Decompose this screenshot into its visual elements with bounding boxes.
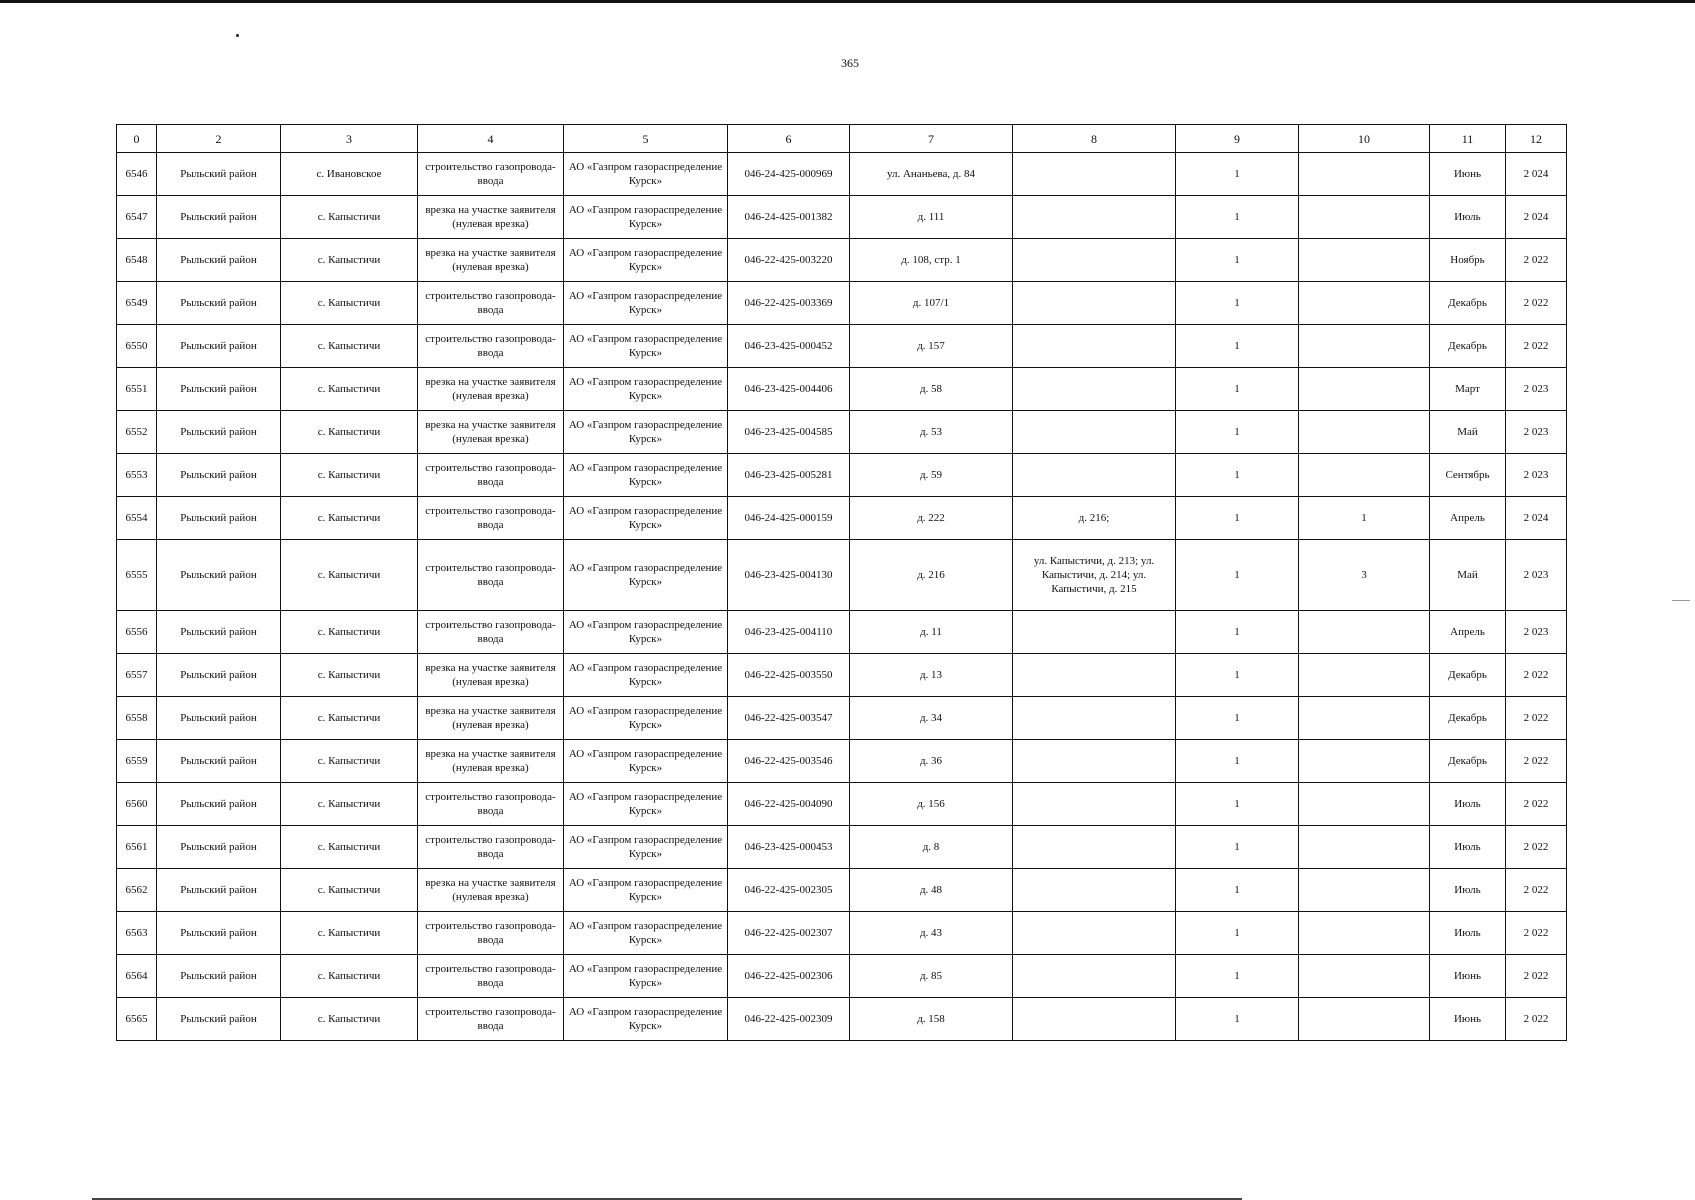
cell-month: Май [1430, 411, 1506, 454]
gasification-table [116, 124, 1567, 1041]
cell-year: 2 022 [1506, 697, 1567, 740]
cell-year: 2 022 [1506, 912, 1567, 955]
cell-organization: АО «Газпром газораспределение Курск» [564, 955, 728, 998]
cell-settlement: с. Капыстичи [281, 325, 418, 368]
cell-count-10 [1299, 368, 1430, 411]
cell-year: 2 022 [1506, 869, 1567, 912]
cell-count-10 [1299, 239, 1430, 282]
cell-count-9: 1 [1176, 869, 1299, 912]
cell-count-10 [1299, 955, 1430, 998]
cell-application-number: 046-23-425-005281 [728, 454, 850, 497]
cell-address: д. 157 [850, 325, 1013, 368]
cell-district: Рыльский район [157, 411, 281, 454]
cell-district: Рыльский район [157, 783, 281, 826]
cell-settlement: с. Ивановское [281, 153, 418, 196]
header-row [117, 125, 1567, 153]
cell-organization: АО «Газпром газораспределение Курск» [564, 196, 728, 239]
table-row [117, 869, 1567, 912]
cell-organization: АО «Газпром газораспределение Курск» [564, 497, 728, 540]
cell-district: Рыльский район [157, 697, 281, 740]
cell-count-9: 1 [1176, 783, 1299, 826]
cell-settlement: с. Капыстичи [281, 239, 418, 282]
cell-application-number: 046-22-425-003546 [728, 740, 850, 783]
cell-organization: АО «Газпром газораспределение Курск» [564, 783, 728, 826]
cell-application-number: 046-23-425-004585 [728, 411, 850, 454]
cell-year: 2 022 [1506, 740, 1567, 783]
cell-address: д. 48 [850, 869, 1013, 912]
cell-address: д. 108, стр. 1 [850, 239, 1013, 282]
cell-application-number: 046-22-425-003369 [728, 282, 850, 325]
cell-district: Рыльский район [157, 998, 281, 1041]
cell-count-9: 1 [1176, 239, 1299, 282]
cell-application-number: 046-23-425-004130 [728, 540, 850, 611]
cell-connected-addresses [1013, 153, 1176, 196]
cell-address: ул. Ананьева, д. 84 [850, 153, 1013, 196]
cell-connected-addresses [1013, 912, 1176, 955]
header-cell-count-10: 10 [1299, 125, 1430, 153]
cell-count-9: 1 [1176, 411, 1299, 454]
cell-month: Сентябрь [1430, 454, 1506, 497]
cell-connected-addresses [1013, 325, 1176, 368]
cell-year: 2 024 [1506, 497, 1567, 540]
cell-work-type: строительство газопровода-ввода [418, 325, 564, 368]
cell-count-10: 1 [1299, 497, 1430, 540]
cell-application-number: 046-22-425-003550 [728, 654, 850, 697]
cell-year: 2 023 [1506, 368, 1567, 411]
cell-count-9: 1 [1176, 196, 1299, 239]
cell-month: Декабрь [1430, 740, 1506, 783]
cell-settlement: с. Капыстичи [281, 196, 418, 239]
cell-count-10 [1299, 454, 1430, 497]
cell-count-10: 3 [1299, 540, 1430, 611]
cell-address: д. 156 [850, 783, 1013, 826]
cell-settlement: с. Капыстичи [281, 497, 418, 540]
cell-settlement: с. Капыстичи [281, 611, 418, 654]
cell-district: Рыльский район [157, 153, 281, 196]
cell-count-9: 1 [1176, 697, 1299, 740]
cell-address: д. 53 [850, 411, 1013, 454]
cell-settlement: с. Капыстичи [281, 826, 418, 869]
table-row [117, 540, 1567, 611]
cell-address: д. 158 [850, 998, 1013, 1041]
cell-count-10 [1299, 869, 1430, 912]
table-row [117, 740, 1567, 783]
cell-connected-addresses: ул. Капыстичи, д. 213; ул. Капыстичи, д. 214; ул. Капыстичи, д. 215 [1013, 540, 1176, 611]
cell-count-9: 1 [1176, 611, 1299, 654]
cell-count-10 [1299, 826, 1430, 869]
cell-address: д. 8 [850, 826, 1013, 869]
table-row [117, 912, 1567, 955]
cell-application-number: 046-24-425-001382 [728, 196, 850, 239]
cell-year: 2 023 [1506, 540, 1567, 611]
cell-connected-addresses [1013, 826, 1176, 869]
cell-row-number: 6548 [117, 239, 157, 282]
cell-address: д. 34 [850, 697, 1013, 740]
cell-year: 2 022 [1506, 783, 1567, 826]
cell-settlement: с. Капыстичи [281, 540, 418, 611]
cell-application-number: 046-22-425-003547 [728, 697, 850, 740]
table-row [117, 153, 1567, 196]
cell-row-number: 6547 [117, 196, 157, 239]
cell-month: Декабрь [1430, 697, 1506, 740]
cell-year: 2 022 [1506, 325, 1567, 368]
cell-count-10 [1299, 912, 1430, 955]
cell-count-9: 1 [1176, 654, 1299, 697]
cell-row-number: 6554 [117, 497, 157, 540]
header-cell-connected-addresses: 8 [1013, 125, 1176, 153]
cell-address: д. 107/1 [850, 282, 1013, 325]
cell-count-9: 1 [1176, 912, 1299, 955]
cell-organization: АО «Газпром газораспределение Курск» [564, 239, 728, 282]
cell-address: д. 85 [850, 955, 1013, 998]
cell-year: 2 022 [1506, 654, 1567, 697]
cell-row-number: 6565 [117, 998, 157, 1041]
table-row [117, 826, 1567, 869]
cell-organization: АО «Газпром газораспределение Курск» [564, 611, 728, 654]
cell-application-number: 046-22-425-002306 [728, 955, 850, 998]
cell-address: д. 11 [850, 611, 1013, 654]
cell-row-number: 6553 [117, 454, 157, 497]
cell-application-number: 046-23-425-000453 [728, 826, 850, 869]
cell-month: Декабрь [1430, 325, 1506, 368]
cell-connected-addresses [1013, 740, 1176, 783]
cell-row-number: 6562 [117, 869, 157, 912]
cell-district: Рыльский район [157, 869, 281, 912]
cell-connected-addresses: д. 216; [1013, 497, 1176, 540]
cell-row-number: 6551 [117, 368, 157, 411]
cell-row-number: 6555 [117, 540, 157, 611]
cell-year: 2 023 [1506, 411, 1567, 454]
cell-address: д. 43 [850, 912, 1013, 955]
cell-year: 2 024 [1506, 196, 1567, 239]
cell-district: Рыльский район [157, 955, 281, 998]
cell-settlement: с. Капыстичи [281, 697, 418, 740]
cell-work-type: строительство газопровода-ввода [418, 955, 564, 998]
cell-year: 2 022 [1506, 239, 1567, 282]
cell-count-10 [1299, 411, 1430, 454]
cell-row-number: 6557 [117, 654, 157, 697]
cell-count-10 [1299, 697, 1430, 740]
cell-organization: АО «Газпром газораспределение Курск» [564, 869, 728, 912]
cell-connected-addresses [1013, 998, 1176, 1041]
cell-row-number: 6552 [117, 411, 157, 454]
cell-year: 2 022 [1506, 826, 1567, 869]
cell-address: д. 36 [850, 740, 1013, 783]
cell-work-type: врезка на участке заявителя (нулевая врезка) [418, 239, 564, 282]
cell-organization: АО «Газпром газораспределение Курск» [564, 325, 728, 368]
cell-month: Май [1430, 540, 1506, 611]
cell-organization: АО «Газпром газораспределение Курск» [564, 826, 728, 869]
header-cell-work-type: 4 [418, 125, 564, 153]
cell-settlement: с. Капыстичи [281, 912, 418, 955]
table-row [117, 282, 1567, 325]
cell-application-number: 046-22-425-002305 [728, 869, 850, 912]
cell-connected-addresses [1013, 411, 1176, 454]
cell-year: 2 022 [1506, 955, 1567, 998]
cell-count-9: 1 [1176, 955, 1299, 998]
cell-work-type: врезка на участке заявителя (нулевая врезка) [418, 740, 564, 783]
cell-district: Рыльский район [157, 912, 281, 955]
table-row [117, 454, 1567, 497]
page-number: 365 [841, 56, 859, 70]
cell-count-10 [1299, 654, 1430, 697]
cell-count-9: 1 [1176, 368, 1299, 411]
cell-month: Декабрь [1430, 282, 1506, 325]
cell-row-number: 6564 [117, 955, 157, 998]
header-cell-application-number: 6 [728, 125, 850, 153]
table-row [117, 783, 1567, 826]
cell-settlement: с. Капыстичи [281, 654, 418, 697]
cell-count-9: 1 [1176, 740, 1299, 783]
cell-settlement: с. Капыстичи [281, 740, 418, 783]
cell-row-number: 6556 [117, 611, 157, 654]
cell-work-type: врезка на участке заявителя (нулевая врезка) [418, 196, 564, 239]
cell-count-9: 1 [1176, 826, 1299, 869]
cell-work-type: строительство газопровода-ввода [418, 497, 564, 540]
cell-work-type: строительство газопровода-ввода [418, 153, 564, 196]
table-row [117, 955, 1567, 998]
cell-organization: АО «Газпром газораспределение Курск» [564, 998, 728, 1041]
cell-month: Март [1430, 368, 1506, 411]
table-row [117, 196, 1567, 239]
cell-organization: АО «Газпром газораспределение Курск» [564, 153, 728, 196]
cell-organization: АО «Газпром газораспределение Курск» [564, 740, 728, 783]
cell-work-type: строительство газопровода-ввода [418, 826, 564, 869]
cell-application-number: 046-23-425-004406 [728, 368, 850, 411]
cell-row-number: 6550 [117, 325, 157, 368]
cell-month: Апрель [1430, 497, 1506, 540]
cell-month: Июль [1430, 869, 1506, 912]
cell-organization: АО «Газпром газораспределение Курск» [564, 912, 728, 955]
cell-count-10 [1299, 611, 1430, 654]
cell-address: д. 13 [850, 654, 1013, 697]
cell-count-9: 1 [1176, 153, 1299, 196]
cell-application-number: 046-22-425-004090 [728, 783, 850, 826]
table-row [117, 654, 1567, 697]
cell-connected-addresses [1013, 783, 1176, 826]
table-row [117, 239, 1567, 282]
cell-organization: АО «Газпром газораспределение Курск» [564, 282, 728, 325]
cell-district: Рыльский район [157, 282, 281, 325]
margin-mark [1672, 600, 1690, 601]
cell-connected-addresses [1013, 454, 1176, 497]
cell-work-type: врезка на участке заявителя (нулевая врезка) [418, 869, 564, 912]
cell-work-type: строительство газопровода-ввода [418, 783, 564, 826]
cell-month: Декабрь [1430, 654, 1506, 697]
header-cell-district: 2 [157, 125, 281, 153]
cell-count-9: 1 [1176, 497, 1299, 540]
table-row [117, 411, 1567, 454]
cell-month: Июнь [1430, 955, 1506, 998]
cell-work-type: строительство газопровода-ввода [418, 282, 564, 325]
cell-row-number: 6558 [117, 697, 157, 740]
cell-connected-addresses [1013, 869, 1176, 912]
header-cell-settlement: 3 [281, 125, 418, 153]
cell-month: Ноябрь [1430, 239, 1506, 282]
cell-connected-addresses [1013, 611, 1176, 654]
cell-year: 2 023 [1506, 454, 1567, 497]
cell-application-number: 046-22-425-003220 [728, 239, 850, 282]
cell-settlement: с. Капыстичи [281, 998, 418, 1041]
cell-address: д. 111 [850, 196, 1013, 239]
cell-count-10 [1299, 740, 1430, 783]
cell-application-number: 046-22-425-002309 [728, 998, 850, 1041]
table-row [117, 497, 1567, 540]
cell-month: Июнь [1430, 998, 1506, 1041]
cell-district: Рыльский район [157, 497, 281, 540]
cell-connected-addresses [1013, 196, 1176, 239]
cell-connected-addresses [1013, 654, 1176, 697]
table-row [117, 368, 1567, 411]
cell-count-10 [1299, 196, 1430, 239]
cell-row-number: 6559 [117, 740, 157, 783]
cell-year: 2 024 [1506, 153, 1567, 196]
cell-month: Июль [1430, 783, 1506, 826]
cell-organization: АО «Газпром газораспределение Курск» [564, 411, 728, 454]
cell-work-type: врезка на участке заявителя (нулевая врезка) [418, 368, 564, 411]
table-body [117, 125, 1567, 1041]
cell-row-number: 6563 [117, 912, 157, 955]
cell-district: Рыльский район [157, 454, 281, 497]
cell-connected-addresses [1013, 368, 1176, 411]
cell-district: Рыльский район [157, 196, 281, 239]
table-row [117, 611, 1567, 654]
cell-address: д. 59 [850, 454, 1013, 497]
cell-work-type: врезка на участке заявителя (нулевая врезка) [418, 697, 564, 740]
cell-count-10 [1299, 282, 1430, 325]
cell-application-number: 046-23-425-000452 [728, 325, 850, 368]
cell-application-number: 046-23-425-004110 [728, 611, 850, 654]
cell-month: Июль [1430, 196, 1506, 239]
cell-district: Рыльский район [157, 740, 281, 783]
cell-month: Июль [1430, 826, 1506, 869]
cell-count-10 [1299, 783, 1430, 826]
cell-application-number: 046-24-425-000159 [728, 497, 850, 540]
header-cell-year: 12 [1506, 125, 1567, 153]
cell-settlement: с. Капыстичи [281, 869, 418, 912]
cell-address: д. 58 [850, 368, 1013, 411]
cell-count-9: 1 [1176, 454, 1299, 497]
cell-organization: АО «Газпром газораспределение Курск» [564, 368, 728, 411]
cell-work-type: врезка на участке заявителя (нулевая врезка) [418, 411, 564, 454]
cell-month: Апрель [1430, 611, 1506, 654]
cell-settlement: с. Капыстичи [281, 368, 418, 411]
cell-row-number: 6560 [117, 783, 157, 826]
cell-district: Рыльский район [157, 239, 281, 282]
scan-speck [236, 34, 239, 37]
cell-address: д. 222 [850, 497, 1013, 540]
cell-row-number: 6549 [117, 282, 157, 325]
cell-count-9: 1 [1176, 325, 1299, 368]
cell-work-type: строительство газопровода-ввода [418, 540, 564, 611]
cell-year: 2 022 [1506, 282, 1567, 325]
cell-district: Рыльский район [157, 325, 281, 368]
cell-row-number: 6561 [117, 826, 157, 869]
cell-year: 2 022 [1506, 998, 1567, 1041]
cell-settlement: с. Капыстичи [281, 454, 418, 497]
cell-district: Рыльский район [157, 654, 281, 697]
header-cell-organization: 5 [564, 125, 728, 153]
cell-district: Рыльский район [157, 611, 281, 654]
table-row [117, 697, 1567, 740]
cell-connected-addresses [1013, 282, 1176, 325]
header-cell-count-9: 9 [1176, 125, 1299, 153]
cell-work-type: врезка на участке заявителя (нулевая врезка) [418, 654, 564, 697]
header-cell-row-number: 0 [117, 125, 157, 153]
cell-application-number: 046-22-425-002307 [728, 912, 850, 955]
cell-organization: АО «Газпром газораспределение Курск» [564, 654, 728, 697]
cell-work-type: строительство газопровода-ввода [418, 998, 564, 1041]
cell-count-9: 1 [1176, 282, 1299, 325]
cell-address: д. 216 [850, 540, 1013, 611]
header-cell-address: 7 [850, 125, 1013, 153]
cell-settlement: с. Капыстичи [281, 783, 418, 826]
cell-organization: АО «Газпром газораспределение Курск» [564, 540, 728, 611]
cell-work-type: строительство газопровода-ввода [418, 611, 564, 654]
header-cell-month: 11 [1430, 125, 1506, 153]
cell-work-type: строительство газопровода-ввода [418, 454, 564, 497]
cell-connected-addresses [1013, 239, 1176, 282]
cell-count-10 [1299, 153, 1430, 196]
cell-count-10 [1299, 998, 1430, 1041]
cell-organization: АО «Газпром газораспределение Курск» [564, 454, 728, 497]
cell-month: Июнь [1430, 153, 1506, 196]
top-border-line [0, 0, 1695, 3]
cell-settlement: с. Капыстичи [281, 282, 418, 325]
cell-district: Рыльский район [157, 368, 281, 411]
cell-count-9: 1 [1176, 540, 1299, 611]
cell-count-9: 1 [1176, 998, 1299, 1041]
cell-connected-addresses [1013, 697, 1176, 740]
cell-count-10 [1299, 325, 1430, 368]
cell-month: Июль [1430, 912, 1506, 955]
cell-settlement: с. Капыстичи [281, 955, 418, 998]
cell-district: Рыльский район [157, 826, 281, 869]
cell-organization: АО «Газпром газораспределение Курск» [564, 697, 728, 740]
table-row [117, 998, 1567, 1041]
table-row [117, 325, 1567, 368]
cell-settlement: с. Капыстичи [281, 411, 418, 454]
cell-row-number: 6546 [117, 153, 157, 196]
cell-application-number: 046-24-425-000969 [728, 153, 850, 196]
cell-district: Рыльский район [157, 540, 281, 611]
cell-connected-addresses [1013, 955, 1176, 998]
cell-work-type: строительство газопровода-ввода [418, 912, 564, 955]
cell-year: 2 023 [1506, 611, 1567, 654]
